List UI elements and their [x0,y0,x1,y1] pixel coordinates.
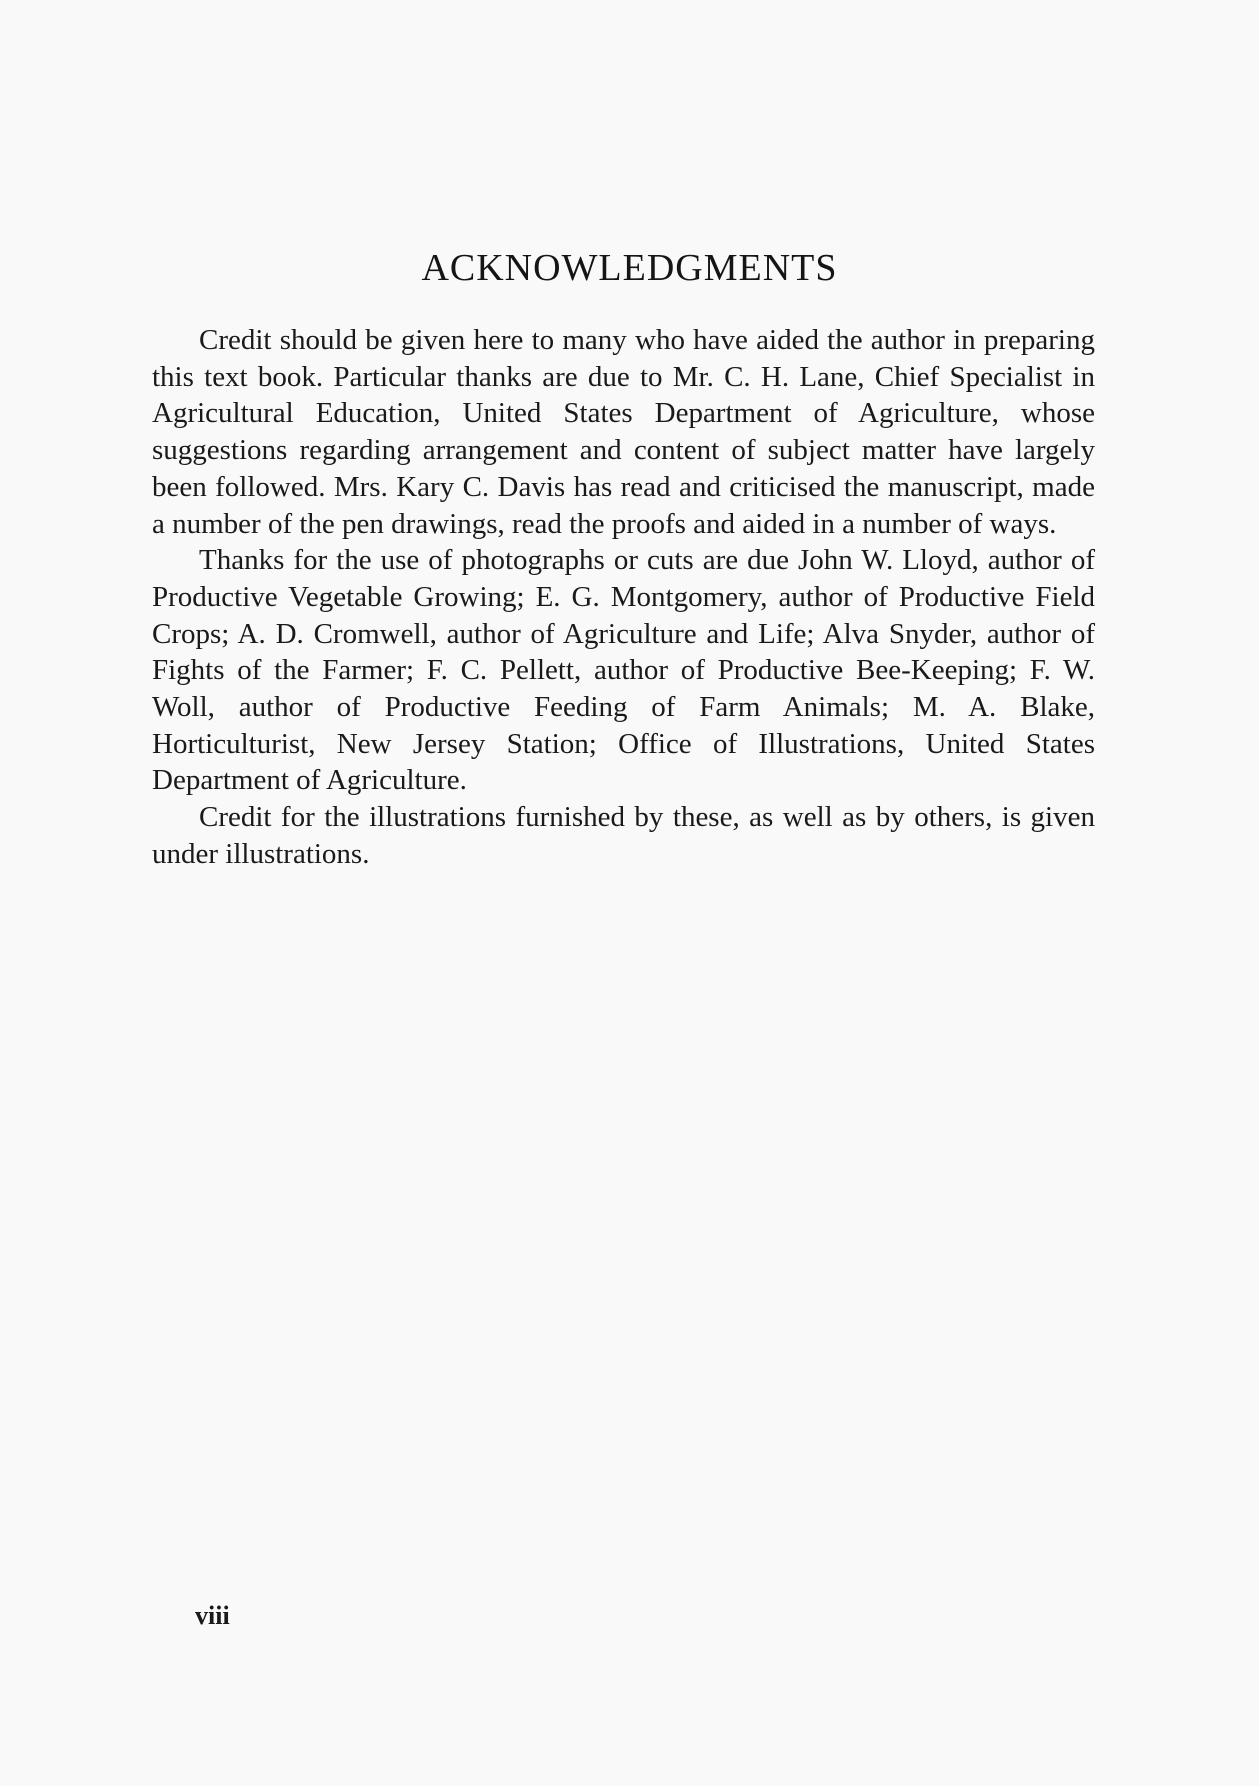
acknowledgments-body [152,322,1095,873]
paragraph-illustrations: Credit for the illustrations furnished by these, as well as by others, is given under illustrations. [152,801,1095,870]
page-title: ACKNOWLEDGMENTS [421,247,838,289]
paragraph-credit: Credit should be given here to many who have aided the author in preparing this text book. Particular thanks are due to Mr. C. H. Lane, Chief Specialist in Agricultural Education, United States Department of Agriculture, whose suggestions regarding arrangement and content of subject matter have largely been followed. Mrs. Kary C. Davis has read and criticised the manuscript, made a number of the pen drawings, read the proofs and aided in a number of ways. [152,324,1095,540]
paragraph-thanks: Thanks for the use of photographs or cuts are due John W. Lloyd, author of Productive Vegetable Growing; E. G. Montgomery, author of Productive Field Crops; A. D. Cromwell, author of Agriculture and Life; Alva Snyder, author of Fights of the Farmer; F. C. Pellett, author of Productive Bee-Keeping; F. W. Woll, author of Productive Feeding of Farm Animals; M. A. Blake, Horticulturist, New Jersey Station; Office of Illustrations, United States Department of Agriculture. [152,544,1095,797]
page-number: viii [195,1601,230,1630]
